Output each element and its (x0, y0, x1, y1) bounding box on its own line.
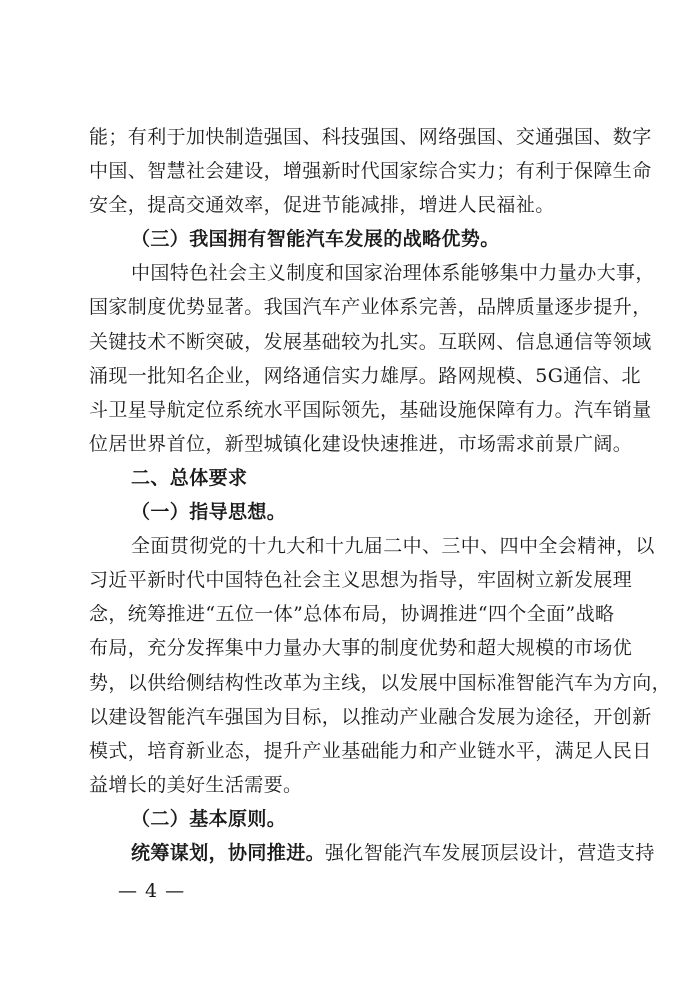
body-text-line: 安全，提高交通效率，促进节能减排，增进人民福祉。 (89, 194, 555, 217)
body-text-line: 以建设智能汽车强国为目标，以推动产业融合发展为途径，开创新 (89, 705, 652, 728)
principle-body-text: 强化智能汽车发展顶层设计，营造支持 (325, 841, 655, 864)
body-text-line: 势，以供给侧结构性改革为主线，以发展中国标准智能汽车为方向， (89, 671, 672, 694)
body-text-line: 模式，培育新业态，提升产业基础能力和产业链水平，满足人民日 (89, 739, 652, 762)
subsection-heading-1: （一）指导思想。 (131, 501, 287, 524)
body-text-line: 涌现一批知名企业，网络通信实力雄厚。路网规模、5G通信、北 (89, 364, 641, 387)
body-text-line: 能；有利于加快制造强国、科技强国、网络强国、交通强国、数字 (89, 126, 652, 148)
subsection-heading-2: （二）基本原则。 (131, 807, 287, 830)
document-body (89, 120, 672, 870)
body-text-line: 中国、智慧社会建设，增强新时代国家综合实力；有利于保障生命 (89, 160, 652, 183)
body-text-line: 习近平新时代中国特色社会主义思想为指导，牢固树立新发展理 (89, 569, 633, 592)
body-text-line: 位居世界首位，新型城镇化建设快速推进，市场需求前景广阔。 (89, 432, 633, 455)
body-text-line: 关键技术不断突破，发展基础较为扎实。互联网、信息通信等领域 (89, 330, 652, 353)
body-text-line: 益增长的美好生活需要。 (89, 773, 303, 796)
body-text-line: 念，统筹推进“五位一体”总体布局，协调推进“四个全面”战略 (89, 603, 615, 626)
principle-lead-text: 统筹谋划，协同推进。 (131, 841, 326, 864)
body-text-line: 全面贯彻党的十九大和十九届二中、三中、四中全会精神，以 (131, 535, 655, 558)
page-number: — 4 — (118, 880, 186, 902)
section-heading-2: 二、总体要求 (131, 466, 248, 489)
body-text-line: 斗卫星导航定位系统水平国际领先，基础设施保障有力。汽车销量 (89, 398, 652, 421)
body-text-line (89, 836, 655, 870)
body-text-line: 国家制度优势显著。我国汽车产业体系完善，品牌质量逐步提升， (89, 296, 652, 319)
subsection-heading-3: （三）我国拥有智能汽车发展的战略优势。 (131, 228, 500, 251)
body-text-line: 中国特色社会主义制度和国家治理体系能够集中力量办大事， (131, 262, 655, 285)
body-text-line: 布局，充分发挥集中力量办大事的制度优势和超大规模的市场优 (89, 637, 633, 660)
